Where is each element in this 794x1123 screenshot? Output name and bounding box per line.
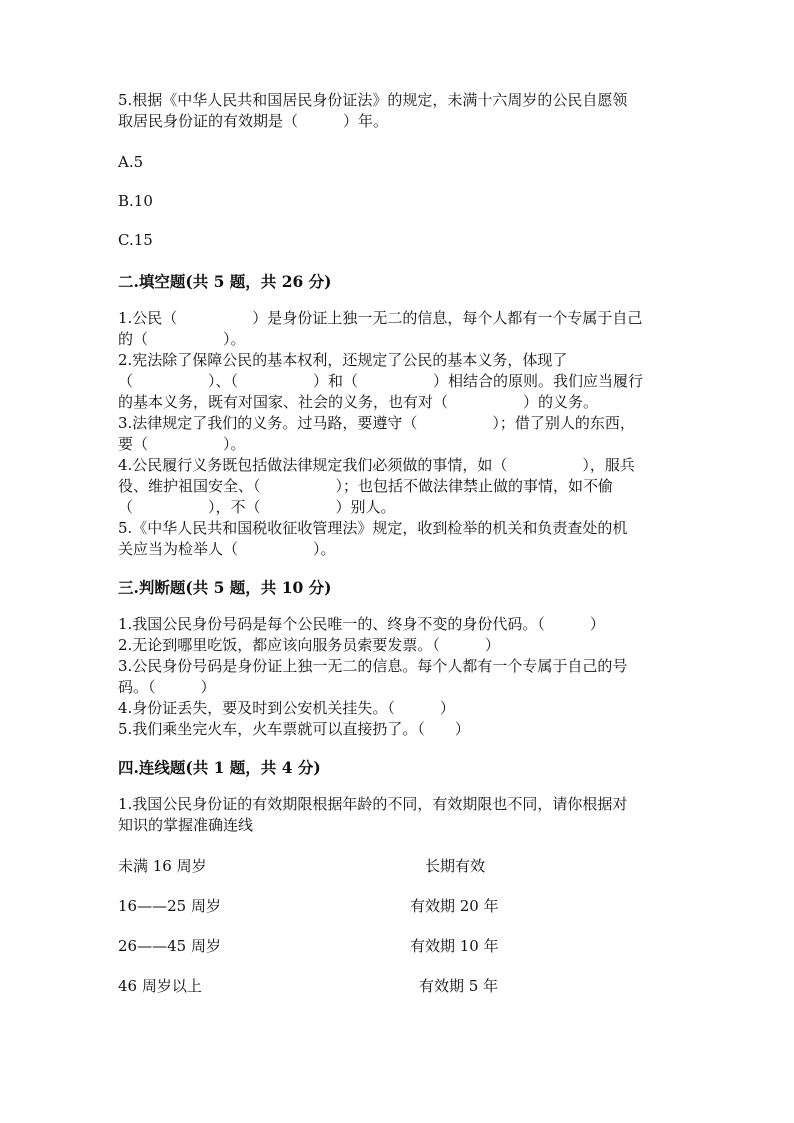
match-left-item[interactable]: 16——25 周岁	[118, 897, 221, 915]
question-text: 5.根据《中华人民共和国居民身份证法》的规定，未满十六周岁的公民自愿领	[118, 91, 628, 109]
option-a: A.5	[118, 153, 144, 171]
match-row	[118, 936, 678, 957]
match-left-item[interactable]: 46 周岁以上	[118, 977, 202, 995]
match-row	[118, 976, 678, 997]
fill-line: 要（ ）。	[118, 435, 246, 453]
fill-line: 5.《中华人民共和国税收征收管理法》规定，收到检举的机关和负责查处的机	[118, 519, 628, 537]
option-b: B.10	[118, 192, 153, 210]
match-row	[118, 856, 678, 877]
match-intro-line: 1.我国公民身份证的有效期限根据年龄的不同，有效期限也不同，请你根据对	[118, 795, 628, 813]
fill-line: 3.法律规定了我们的义务。过马路，要遵守（ ）；借了别人的东西，	[118, 414, 635, 432]
match-row	[118, 896, 678, 917]
match-right-item[interactable]: 有效期 10 年	[410, 937, 499, 955]
option-c: C.15	[118, 231, 153, 249]
question-text: 取居民身份证的有效期是（ ）年。	[118, 112, 389, 130]
fill-line: 的（ ）。	[118, 330, 246, 348]
match-right-item[interactable]: 有效期 5 年	[419, 977, 499, 995]
fill-line: 4.公民履行义务既包括做法律规定我们必须做的事情，如（ ），服兵	[118, 456, 635, 474]
fill-line: （ ）、（ ）和（ ）相结合的原则。我们应当履行	[118, 372, 644, 390]
judge-questions	[118, 614, 678, 740]
fill-line: 役、维护祖国安全、（ ）；也包括不做法律禁止做的事情，如不偷	[118, 477, 614, 495]
section-title-fill: 二.填空题(共 5 题，共 26 分)	[118, 272, 332, 291]
fill-line: 关应当为检举人（ ）。	[118, 540, 336, 558]
fill-line: （ ），不（ ）别人。	[118, 498, 396, 516]
judge-line: 4.身份证丢失，要及时到公安机关挂失。（ ）	[118, 699, 455, 717]
fill-line: 2.宪法除了保障公民的基本权利，还规定了公民的基本义务，体现了	[118, 351, 568, 369]
fill-questions	[118, 308, 678, 560]
judge-line: 2.无论到哪里吃饭，都应该向服务员索要发票。（ ）	[118, 636, 500, 654]
judge-line: 1.我国公民身份号码是每个公民唯一的、终身不变的身份代码。（ ）	[118, 615, 605, 633]
judge-line: 码。（ ）	[118, 678, 216, 696]
section-title-judge: 三.判断题(共 5 题，共 10 分)	[118, 578, 332, 597]
match-intro-line: 知识的掌握准确连线	[118, 816, 254, 834]
judge-line: 5.我们乘坐完火车，火车票就可以直接扔了。（ ）	[118, 720, 470, 738]
judge-line: 3.公民身份号码是身份证上独一无二的信息。每个人都有一个专属于自己的号	[118, 657, 628, 675]
match-left-item[interactable]: 26——45 周岁	[118, 937, 221, 955]
exam-page	[118, 90, 678, 1016]
fill-line: 1.公民（ ）是身份证上独一无二的信息，每个人都有一个专属于自己	[118, 309, 643, 327]
fill-line: 的基本义务，既有对国家、社会的义务，也有对（ ）的义务。	[118, 393, 599, 411]
match-right-item[interactable]: 长期有效	[425, 857, 486, 875]
match-right-item[interactable]: 有效期 20 年	[410, 897, 499, 915]
match-left-item[interactable]: 未满 16 周岁	[118, 857, 207, 875]
question-5-stem	[118, 90, 678, 132]
match-question-stem	[118, 794, 678, 836]
section-title-match: 四.连线题(共 1 题，共 4 分)	[118, 758, 321, 777]
